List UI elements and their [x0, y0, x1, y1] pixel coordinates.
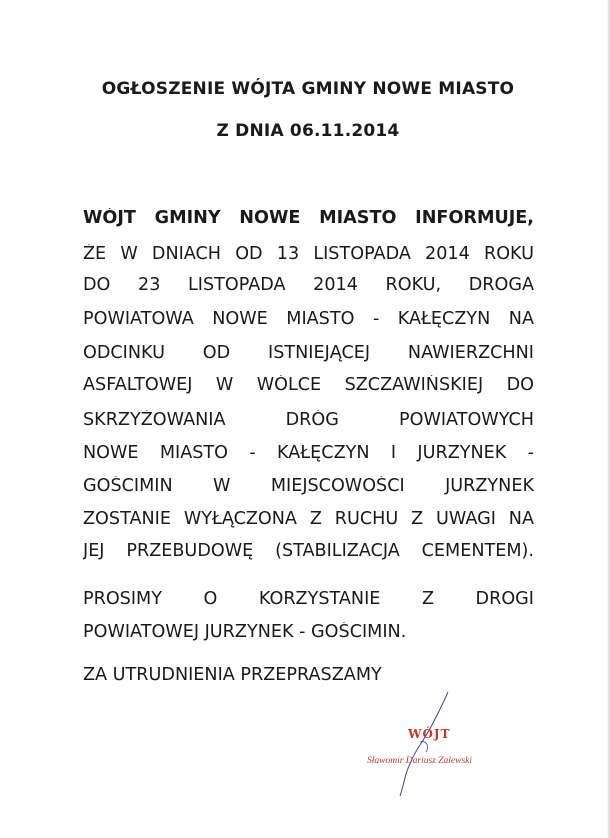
body-line: ZOSTANIE WYŁĄCZONA Z RUCHU Z UWAGI NA [83, 509, 534, 529]
body-line: JEJ PRZEBUDOWĘ (STABILIZACJA CEMENTEM). [83, 541, 534, 561]
body-line: DO 23 LISTOPADA 2014 ROKU, DROGA [83, 275, 534, 295]
signature-title: WÓJT [408, 727, 451, 741]
body-line: WÓJT GMINY NOWE MIASTO INFORMUJE, [83, 208, 534, 228]
signature-scribble [380, 690, 470, 800]
body-line: ŻE W DNIACH OD 13 LISTOPADA 2014 ROKU [83, 244, 534, 264]
body-line: SKRZYŻOWANIA DRÓG POWIATOWYCH [83, 410, 534, 430]
signature-name: Sławomir Dariusz Zalewski [367, 756, 473, 766]
body-line: POWIATOWA NOWE MIASTO - KAŁĘCZYN NA [83, 309, 534, 329]
body-line: ASFALTOWEJ W WÓLCE SZCZAWIŃSKIEJ DO [83, 375, 534, 395]
body-line: ODCINKU OD ISTNIEJĄCEJ NAWIERZCHNI [83, 343, 534, 363]
announcement-date: Z DNIA 06.11.2014 [216, 121, 400, 141]
announcement-title: OGŁOSZENIE WÓJTA GMINY NOWE MIASTO [101, 79, 515, 99]
body-line: NOWE MIASTO - KAŁĘCZYN I JURZYNEK - [83, 443, 534, 463]
body-line: POWIATOWEJ JURZYNEK - GOŚCIMIN. [83, 622, 407, 642]
body-line: PROSIMY O KORZYSTANIE Z DROGI [83, 589, 534, 609]
closing-line: ZA UTRUDNIENIA PRZEPRASZAMY [83, 665, 382, 685]
body-line: GOŚCIMIN W MIEJSCOWOŚCI JURZYNEK [83, 476, 534, 496]
